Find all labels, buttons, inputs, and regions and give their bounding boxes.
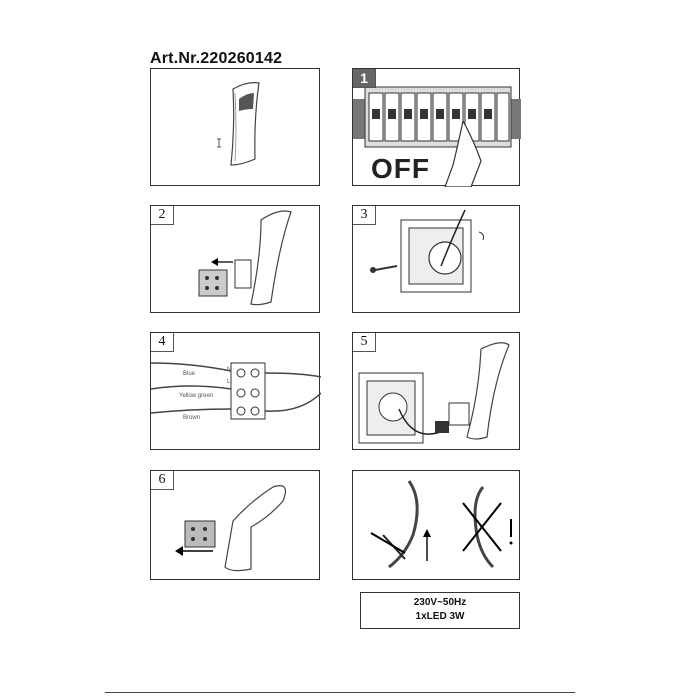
step-3-number: 3 (353, 206, 376, 225)
specs-box (360, 592, 520, 629)
step-3-panel (352, 205, 520, 313)
spec-voltage: 230V~50Hz (413, 597, 467, 608)
off-label: OFF (371, 153, 430, 184)
orientation-panel (352, 470, 520, 580)
lamp-front-drawing (151, 69, 321, 187)
step-2-number: 2 (151, 206, 174, 225)
wire-label-yellow-green: Yellow green (179, 393, 214, 399)
article-number: Art.Nr.220260142 (150, 50, 283, 67)
wire-label-brown: Brown (183, 415, 201, 421)
step-5-panel (352, 332, 520, 450)
wiring-drawing (151, 333, 321, 451)
spec-led: 1xLED 3W (415, 611, 465, 622)
remove-mount-drawing (151, 206, 321, 314)
step-2-panel (150, 205, 320, 313)
connect-wires-drawing (353, 333, 521, 451)
step-4-panel (150, 332, 320, 450)
step-5-number: 5 (353, 333, 376, 352)
bottom-divider (105, 692, 575, 693)
product-overview-panel (150, 68, 320, 186)
step-6-panel (150, 470, 320, 580)
step-1-panel (352, 68, 520, 186)
terminal-mark-l: L (227, 379, 231, 385)
step-1-number: 1 (353, 69, 376, 88)
attach-lamp-drawing (151, 471, 321, 581)
step-6-number: 6 (151, 471, 174, 490)
terminal-mark-n: N (227, 367, 232, 373)
wire-label-blue: Blue (183, 371, 196, 377)
orientation-drawing (353, 471, 521, 581)
step-4-number: 4 (151, 333, 174, 352)
mount-plate-drawing (353, 206, 521, 314)
